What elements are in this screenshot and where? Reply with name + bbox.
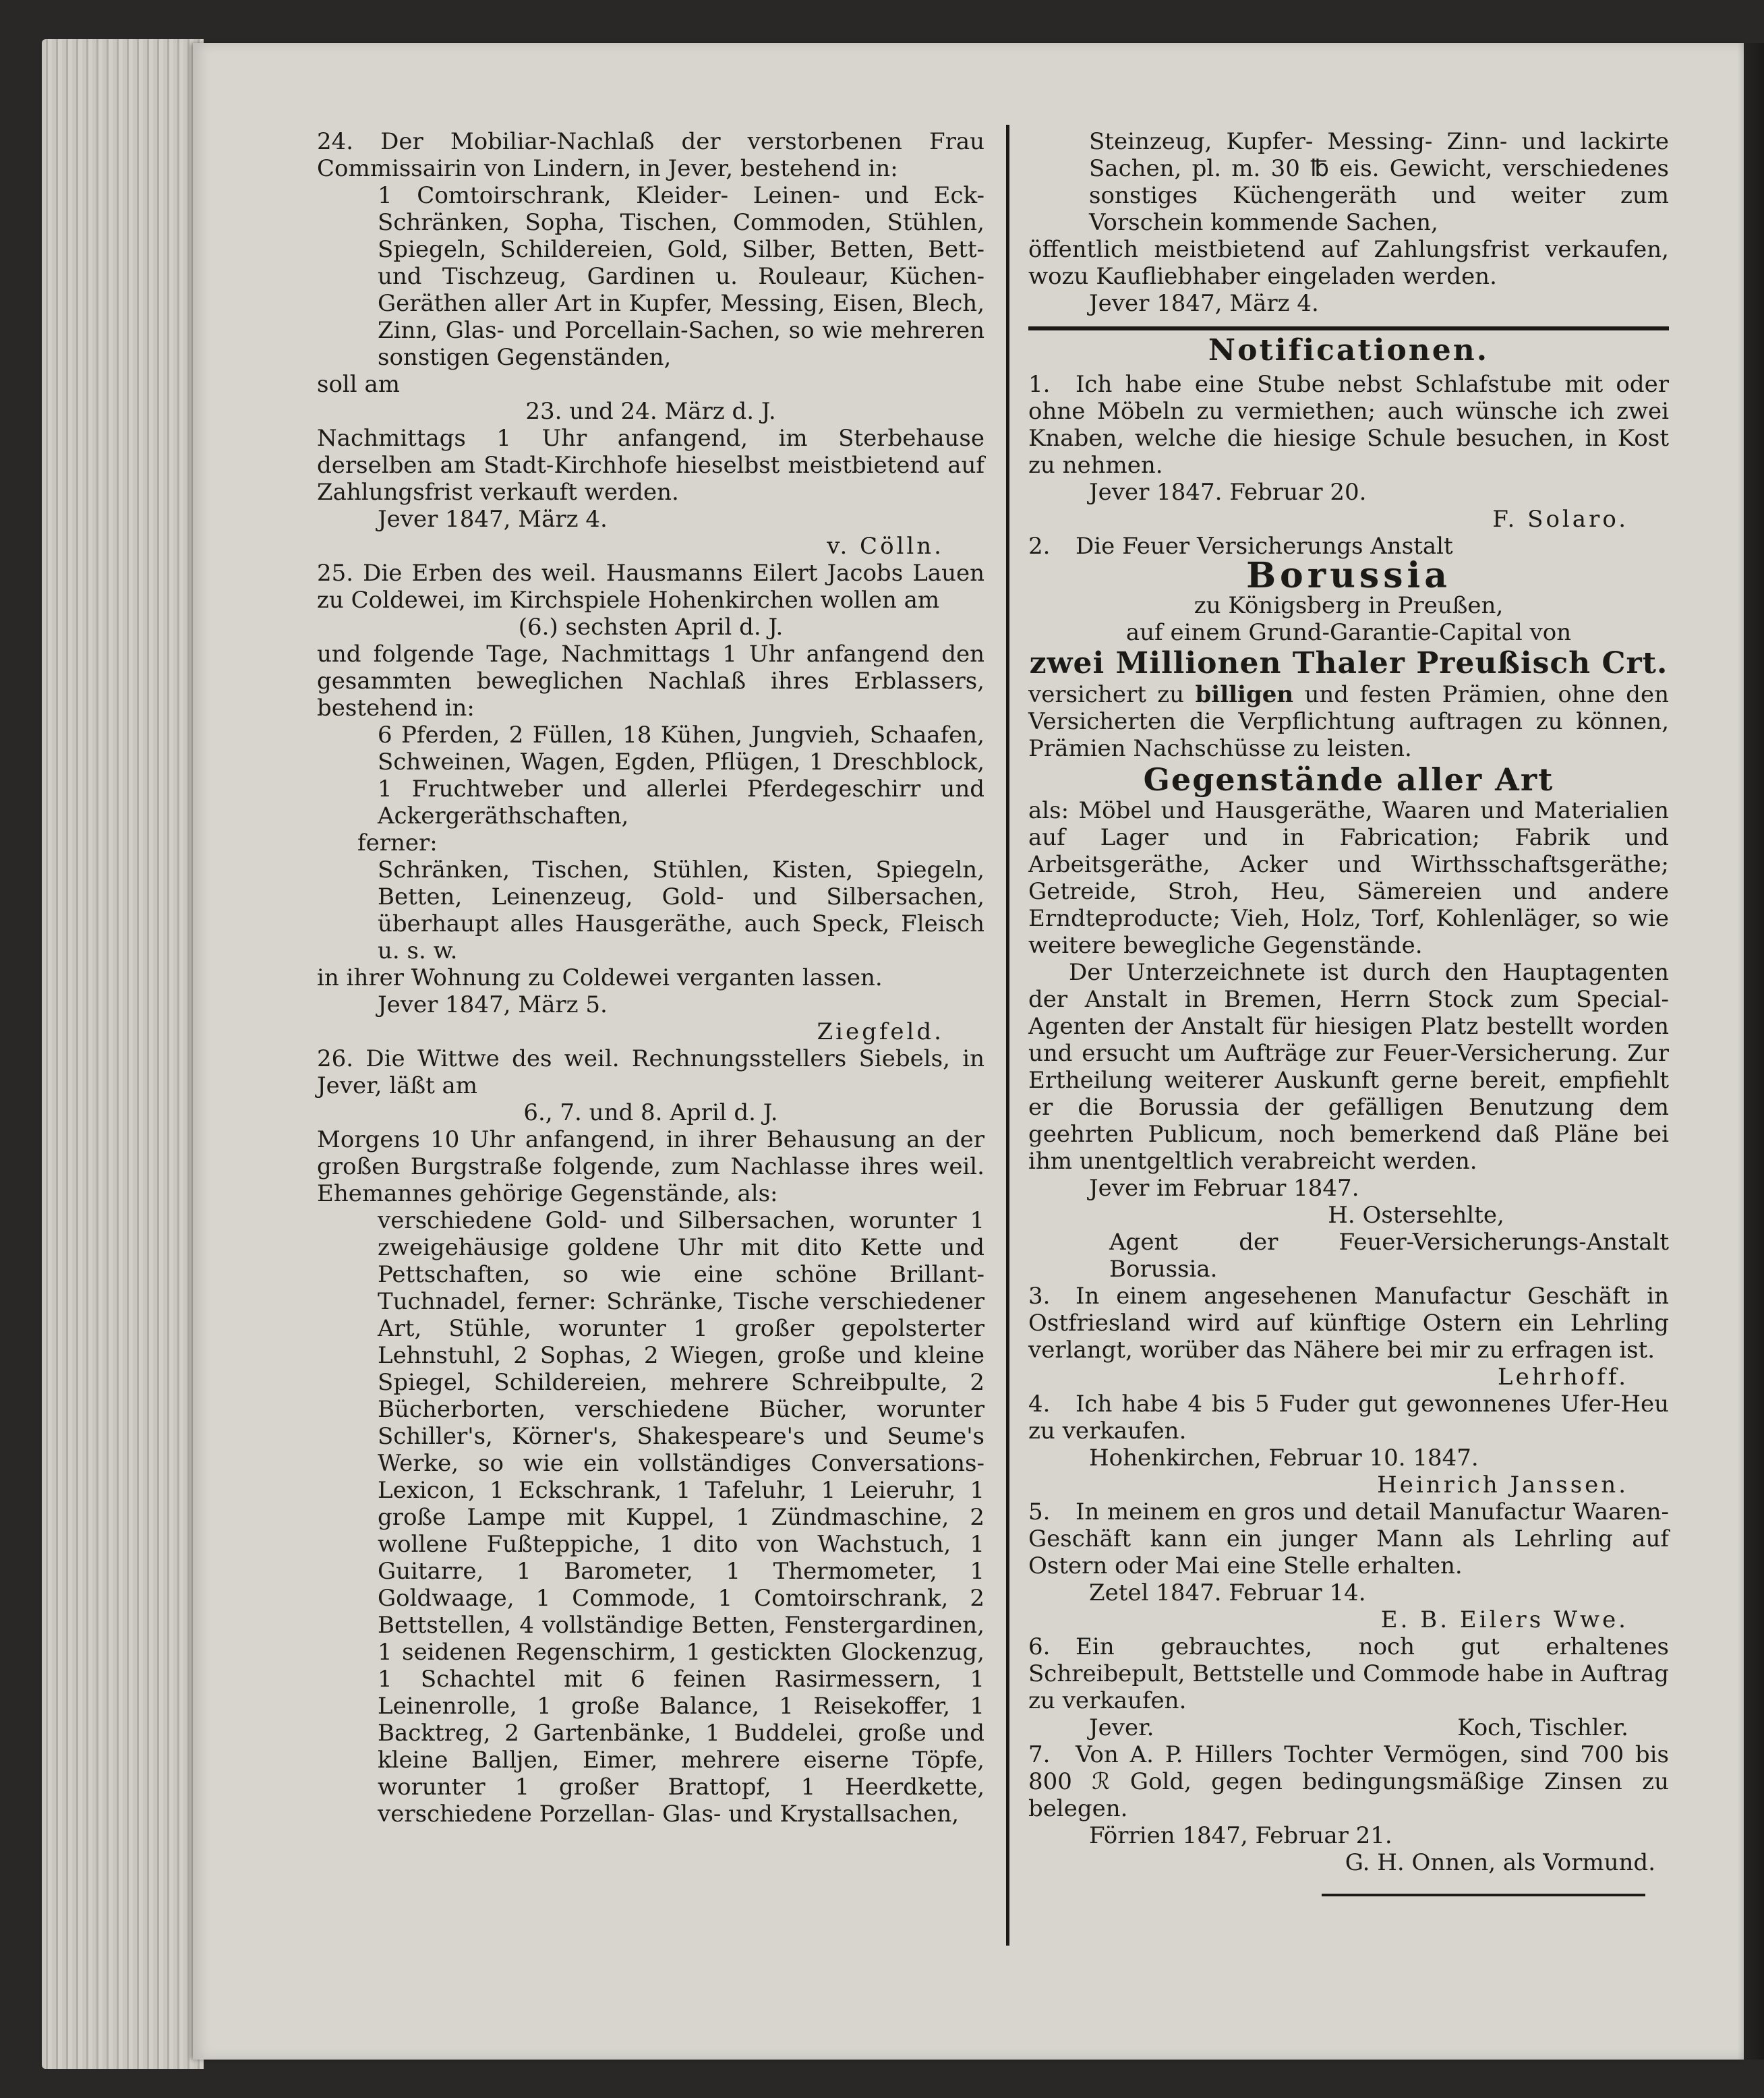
- notice-24: [317, 128, 984, 560]
- notification-6-signature: Koch, Tischler.: [1457, 1714, 1628, 1741]
- notice-25-signature: Ziegfeld.: [817, 1018, 944, 1045]
- notice-24-items: 1 Comtoirschrank, Kleider- Leinen- und Eck-Schränken, Sopha, Tischen, Commoden, Stühlen, Spiegeln, Schildereien, Gold, Silber, Betten, Bett- und Tischzeug, Gardinen u. Rouleaur, Küchen-Geräthen aller Art in Kupfer, Messing, Eisen, Blech, Zinn, Glas- und Porcellain-Sachen, so wie mehreren sonstigen Gegenständen,: [378, 182, 984, 371]
- notice-24-body: Nachmittags 1 Uhr anfangend, im Sterbehause derselben am Stadt-Kirchhofe hieselbst meistbietend auf Zahlungsfrist verkauft werden.: [317, 425, 984, 506]
- notification-3-signature: Lehrhoff.: [1498, 1364, 1628, 1391]
- notice-25-place-date: Jever 1847, März 5.: [378, 991, 608, 1018]
- notification-4-place-date: Hohenkirchen, Februar 10. 1847.: [1089, 1445, 1479, 1471]
- notice-26-closing: öffentlich meistbietend auf Zahlungsfrist verkaufen, wozu Kaufliebhaber eingeladen werden.: [1028, 236, 1669, 290]
- notification-7-place-date: Förrien 1847, Februar 21.: [1089, 1822, 1392, 1849]
- notification-2-place-date: Jever im Februar 1847.: [1089, 1175, 1359, 1202]
- notice-26-place-date: Jever 1847, März 4.: [1089, 290, 1319, 317]
- notification-5-signature: E. B. Eilers Wwe.: [1380, 1606, 1628, 1633]
- notification-4-number: 4.: [1028, 1391, 1051, 1418]
- notification-6: [1028, 1633, 1669, 1741]
- notification-5: [1028, 1498, 1669, 1633]
- notice-26-lead: 26. Die Wittwe des weil. Rechnungsstellers Siebels, in Jever, läßt am: [317, 1045, 984, 1099]
- terms-rest: und festen Prämien, ohne den Versicherten die Verpflichtung auftragen zu können, Prämien Nachschüsse zu leisten.: [1028, 681, 1670, 762]
- notice-26-dates: 6., 7. und 8. April d. J.: [523, 1099, 778, 1126]
- notification-3-number: 3.: [1028, 1283, 1051, 1310]
- notification-5-text: In meinem en gros und detail Manufactur Waaren-Geschäft kann ein junger Mann als Lehrling auf Ostern oder Mai eine Stelle erhalten.: [1028, 1498, 1669, 1579]
- notification-6-text: Ein gebrauchtes, noch gut erhaltenes Schreibepult, Bettstelle und Commode habe in Auftrag zu verkaufen.: [1028, 1633, 1669, 1714]
- notification-2-signature: H. Ostersehlte,: [1328, 1202, 1504, 1229]
- notification-2-signature-role: Agent der Feuer-Versicherungs-Anstalt Borussia.: [1109, 1229, 1669, 1283]
- insured-objects: als: Möbel und Hausgeräthe, Waaren und Materialien auf Lager und in Fabrication; Fabrik und Arbeitsgeräthe, Acker und Wirthsschaftsgeräthe; Getreide, Stroh, Heu, Sämereien und andere Erndteproducte; Vieh, Holz, Torf, Kohlenläger, so wie weitere bewegliche Gegenstände.: [1028, 797, 1669, 959]
- notification-7-number: 7.: [1028, 1741, 1051, 1768]
- notification-2: [1028, 533, 1669, 1283]
- notification-2-number: 2.: [1028, 533, 1051, 560]
- notice-25-lead: 25. Die Erben des weil. Hausmanns Eilert Jacobs Lauen zu Coldewei, im Kirchspiele Hohenkirchen wollen am: [317, 560, 984, 614]
- section-heading: Notificationen.: [1208, 333, 1490, 368]
- notification-3-text: In einem angesehenen Manufactur Geschäft in Ostfriesland wird auf künftige Ostern ein Lehrling verlangt, worüber das Nähere bei mir zu erfragen ist.: [1028, 1283, 1669, 1364]
- notice-25-date: (6.) sechsten April d. J.: [518, 614, 784, 641]
- section-rule: [1028, 326, 1669, 330]
- notification-1-signature: F. Solaro.: [1492, 506, 1628, 533]
- column-divider: [1006, 125, 1009, 1946]
- notification-1: [1028, 371, 1669, 533]
- notification-7-text: Von A. P. Hillers Tochter Vermögen, sind 700 bis 800 ℛ Gold, gegen bedingungsmäßige Zinsen zu belegen.: [1028, 1741, 1669, 1822]
- notice-25-items-livestock: 6 Pferden, 2 Füllen, 18 Kühen, Jungvieh, Schaafen, Schweinen, Wagen, Egden, Pflügen, 1 Dreschblock, 1 Fruchtweber und allerlei Pferdegeschirr und Ackergeräthschaften,: [378, 722, 984, 829]
- page-gutter-shadow: [1737, 43, 1764, 2060]
- notification-5-number: 5.: [1028, 1498, 1051, 1525]
- notification-4-text: Ich habe 4 bis 5 Fuder gut gewonnenes Ufer-Heu zu verkaufen.: [1028, 1391, 1669, 1445]
- objects-subheading: Gegenstände aller Art: [1143, 761, 1554, 798]
- notification-4-signature: Heinrich Janssen.: [1377, 1471, 1628, 1498]
- notification-5-place-date: Zetel 1847. Februar 14.: [1089, 1579, 1366, 1606]
- notification-7-signature: G. H. Onnen, als Vormund.: [1345, 1849, 1655, 1876]
- notice-26-continued: [1028, 128, 1669, 317]
- notice-25-body: und folgende Tage, Nachmittags 1 Uhr anfangend den gesammten beweglichen Nachlaß ihres Erblassers, bestehend in:: [317, 641, 984, 722]
- capital-amount: zwei Millionen Thaler Preußisch Crt.: [1029, 646, 1668, 680]
- agent-text: Der Unterzeichnete ist durch den Hauptagenten der Anstalt in Bremen, Herrn Stock zum Special-Agenten der Anstalt für hiesigen Platz bestellt worden und ersucht um Aufträge zur Feuer-Versicherung. Zur Ertheilung weiterer Auskunft gerne bereit, empfiehlt er die Borussia der gefälligen Benutzung dem geehrten Publicum, noch bemerkend daß Pläne bei ihm unentgeltlich verabreicht werden.: [1028, 959, 1669, 1175]
- notice-26-body: Morgens 10 Uhr anfangend, in ihrer Behausung an der großen Burgstraße folgende, zum Nachlasse ihres weil. Ehemannes gehörige Gegenstände, als:: [317, 1126, 984, 1207]
- notification-6-number: 6.: [1028, 1633, 1051, 1660]
- notification-4: [1028, 1391, 1669, 1498]
- closing-rule: [1322, 1894, 1645, 1896]
- notice-25: [317, 560, 984, 1045]
- notification-3: [1028, 1283, 1669, 1391]
- notification-1-number: 1.: [1028, 371, 1051, 398]
- notice-25-ferner: ferner:: [357, 829, 438, 856]
- notice-24-soll: soll am: [317, 371, 400, 398]
- notice-24-dates: 23. und 24. März d. J.: [525, 398, 776, 425]
- notice-24-signature: v. Cölln.: [827, 533, 944, 560]
- capital-line: auf einem Grund-Garantie-Capital von: [1125, 619, 1572, 646]
- insurance-terms: [1028, 681, 1669, 762]
- terms-lead: versichert zu: [1028, 681, 1185, 708]
- notification-6-footer: [1028, 1714, 1669, 1741]
- notice-26: [317, 1045, 984, 1828]
- left-column: [317, 128, 984, 1828]
- notification-6-place: Jever.: [1089, 1714, 1154, 1741]
- company-name: Borussia: [1246, 555, 1451, 596]
- notice-25-closing: in ihrer Wohnung zu Coldewei verganten lassen.: [317, 964, 883, 991]
- notice-24-lead: 24. Der Mobiliar-Nachlaß der verstorbenen Frau Commissairin von Lindern, in Jever, bestehend in:: [317, 128, 984, 182]
- company-location: zu Königsberg in Preußen,: [1194, 592, 1504, 619]
- notification-1-text: Ich habe eine Stube nebst Schlafstube mit oder ohne Möbeln zu vermiethen; auch wünsche ich zwei Knaben, welche die hiesige Schule besuchen, in Kost zu nehmen.: [1028, 371, 1669, 479]
- notice-26-items: verschiedene Gold- und Silbersachen, worunter 1 zweigehäusige goldene Uhr mit dito Kette und Pettschaften, so wie eine schöne Brillant-Tuchnadel, ferner: Schränke, Tische verschiedener Art, Stühle, worunter 1 großer gepolsterter Lehnstuhl, 2 Sophas, 2 Wiegen, große und kleine Spiegel, Schildereien, mehrere Schreibpulte, 2 Bücherborten, verschiedene Bücher, worunter Schiller's, Körner's, Shakespeare's und Seume's Werke, so wie ein vollständiges Conversations-Lexicon, 1 Eckschrank, 1 Tafeluhr, 1 Leieruhr, 1 große Lampe mit Kuppel, 1 Zündmaschine, 2 wollene Fußteppiche, 1 dito von Wachstuch, 1 Guitarre, 1 Barometer, 1 Thermometer, 1 Goldwaage, 1 Commode, 1 Comtoirschrank, 2 Bettstellen, 4 vollständige Betten, Fenstergardinen, 1 seidenen Regenschirm, 1 gestickten Glockenzug, 1 Schachtel mit 6 feinen Rasirmessern, 1 Leinenrolle, 1 große Balance, 1 Reisekoffer, 1 Backtreg, 2 Gartenbänke, 1 Buddelei, große und kleine Balljen, Eimer, mehrere eiserne Töpfe, worunter 1 großer Brattopf, 1 Heerdkette, verschiedene Porzellan- Glas- und Krystallsachen,: [378, 1207, 984, 1828]
- notice-24-place-date: Jever 1847, März 4.: [378, 506, 608, 533]
- notification-7: [1028, 1741, 1669, 1876]
- notice-26-items-continued: Steinzeug, Kupfer- Messing- Zinn- und lackirte Sachen, pl. m. 30 ℔ eis. Gewicht, verschiedenes sonstiges Küchengeräth und weiter zum Vorschein kommende Sachen,: [1089, 128, 1669, 236]
- book-page-edges: [42, 39, 204, 2069]
- notice-25-items-household: Schränken, Tischen, Stühlen, Kisten, Spiegeln, Betten, Leinenzeug, Gold- und Silbersachen, überhaupt alles Hausgeräthe, auch Speck, Fleisch u. s. w.: [378, 856, 984, 964]
- notification-2-intro: Die Feuer Versicherungs Anstalt: [1076, 533, 1453, 560]
- notification-1-place-date: Jever 1847. Februar 20.: [1089, 479, 1367, 506]
- right-column: [1028, 128, 1669, 1896]
- terms-emphasis: billigen: [1195, 681, 1294, 708]
